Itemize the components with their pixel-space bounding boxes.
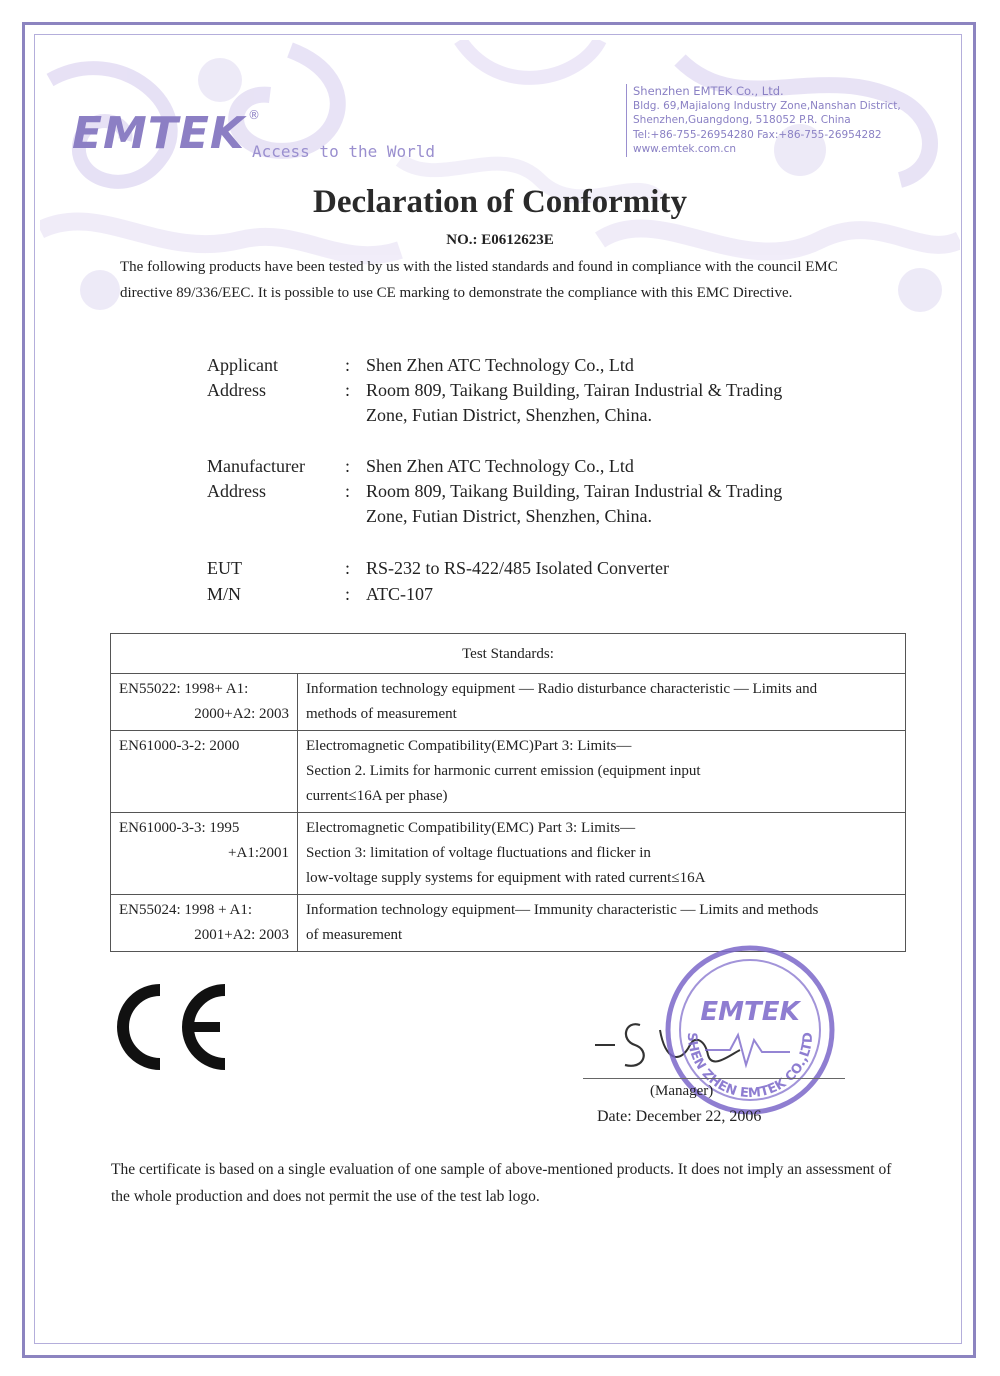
colon: : <box>345 380 351 400</box>
code-line1: EN61000-3-2: 2000 <box>119 738 240 754</box>
stamp-text: SHEN ZHEN EMTEK CO.,LTD <box>683 1031 817 1102</box>
manufacturer-label: Manufacturer <box>207 456 305 476</box>
code-line2: 2001+A2: 2003 <box>194 927 289 943</box>
applicant-address-line1: Room 809, Taikang Building, Tairan Industrial & Trading <box>366 380 783 400</box>
mn-label: M/N <box>207 584 242 604</box>
desc-line: methods of measurement <box>306 706 457 722</box>
table-header: Test Standards: <box>111 634 906 674</box>
applicant-address-label: Address <box>207 380 266 400</box>
standard-code <box>111 731 298 813</box>
code-line1: EN55022: 1998+ A1: <box>119 681 249 697</box>
standard-code <box>111 674 298 731</box>
manufacturer-address-line1: Room 809, Taikang Building, Tairan Industrial & Trading <box>366 481 783 501</box>
issue-date: Date: December 22, 2006 <box>597 1108 762 1125</box>
company-name: Shenzhen EMTEK Co., Ltd. <box>633 84 784 98</box>
emtek-logo <box>72 108 260 159</box>
standard-description <box>298 813 906 895</box>
colon: : <box>345 481 351 501</box>
standard-description <box>298 731 906 813</box>
desc-line: Section 3: limitation of voltage fluctuations and flicker in <box>306 845 651 861</box>
company-website: www.emtek.com.cn <box>633 143 737 155</box>
standard-description <box>298 674 906 731</box>
applicant-address-line2: Zone, Futian District, Shenzhen, China. <box>366 405 652 425</box>
code-line2: +A1:2001 <box>228 845 289 861</box>
table-row <box>111 674 906 731</box>
manufacturer-address-line2: Zone, Futian District, Shenzhen, China. <box>366 506 652 526</box>
registered-mark: ® <box>248 108 260 122</box>
manufacturer-address-label: Address <box>207 481 266 501</box>
standard-code <box>111 895 298 952</box>
table-row <box>111 813 906 895</box>
company-contact: Tel:+86-755-26954280 Fax:+86-755-26954282 <box>633 128 882 141</box>
desc-line: of measurement <box>306 927 403 943</box>
ce-mark-icon <box>108 982 238 1072</box>
test-standards-table <box>110 633 906 952</box>
desc-line: Electromagnetic Compatibility(EMC)Part 3: Limits— <box>306 738 632 754</box>
stamp-logo: EMTEK <box>700 997 800 1027</box>
desc-line: Information technology equipment— Immunity characteristic — Limits and methods <box>306 902 819 918</box>
desc-line: Section 2. Limits for harmonic current emission (equipment input <box>306 763 701 779</box>
logo-text: EMTEK <box>72 108 246 159</box>
desc-line: Electromagnetic Compatibility(EMC) Part 3: Limits— <box>306 820 636 836</box>
certificate-number: NO.: E0612623E <box>446 232 554 248</box>
desc-line: current≤16A per phase) <box>306 788 448 804</box>
footer-disclaimer: The certificate is based on a single evaluation of one sample of above-mentioned products. It does not imply an assessment of the whole production and does not permit the use of the test lab logo. <box>111 1161 892 1205</box>
code-line1: EN55024: 1998 + A1: <box>119 902 253 918</box>
page-title: Declaration of Conformity <box>313 184 687 220</box>
signatory-role: (Manager) <box>650 1083 714 1099</box>
code-line2: 2000+A2: 2003 <box>194 706 289 722</box>
intro-text: The following products have been tested by us with the listed standards and found in compliance with the council EMC directive 89/336/EEC. It is possible to use CE marking to demonstrate the compliance with this EMC Directive. <box>120 259 838 301</box>
desc-line: low-voltage supply systems for equipment with rated current≤16A <box>306 870 706 886</box>
colon: : <box>345 558 351 578</box>
desc-line: Information technology equipment — Radio disturbance characteristic — Limits and <box>306 681 818 697</box>
colon: : <box>345 456 351 476</box>
applicant-value: Shen Zhen ATC Technology Co., Ltd <box>366 355 634 375</box>
manufacturer-value: Shen Zhen ATC Technology Co., Ltd <box>366 456 634 476</box>
applicant-label: Applicant <box>207 355 278 375</box>
company-address-line2: Shenzhen,Guangdong, 518052 P.R. China <box>633 114 851 126</box>
eut-value: RS-232 to RS-422/485 Isolated Converter <box>366 558 669 578</box>
company-info <box>626 84 901 157</box>
table-row <box>111 731 906 813</box>
code-line1: EN61000-3-3: 1995 <box>119 820 240 836</box>
colon: : <box>345 584 351 604</box>
eut-label: EUT <box>207 558 242 578</box>
mn-value: ATC-107 <box>366 584 433 604</box>
tagline: Access to the World <box>252 142 436 161</box>
colon: : <box>345 355 351 375</box>
signature-line <box>583 1078 845 1079</box>
company-address-line1: Bldg. 69,Majialong Industry Zone,Nanshan District, <box>633 99 901 112</box>
standard-code <box>111 813 298 895</box>
